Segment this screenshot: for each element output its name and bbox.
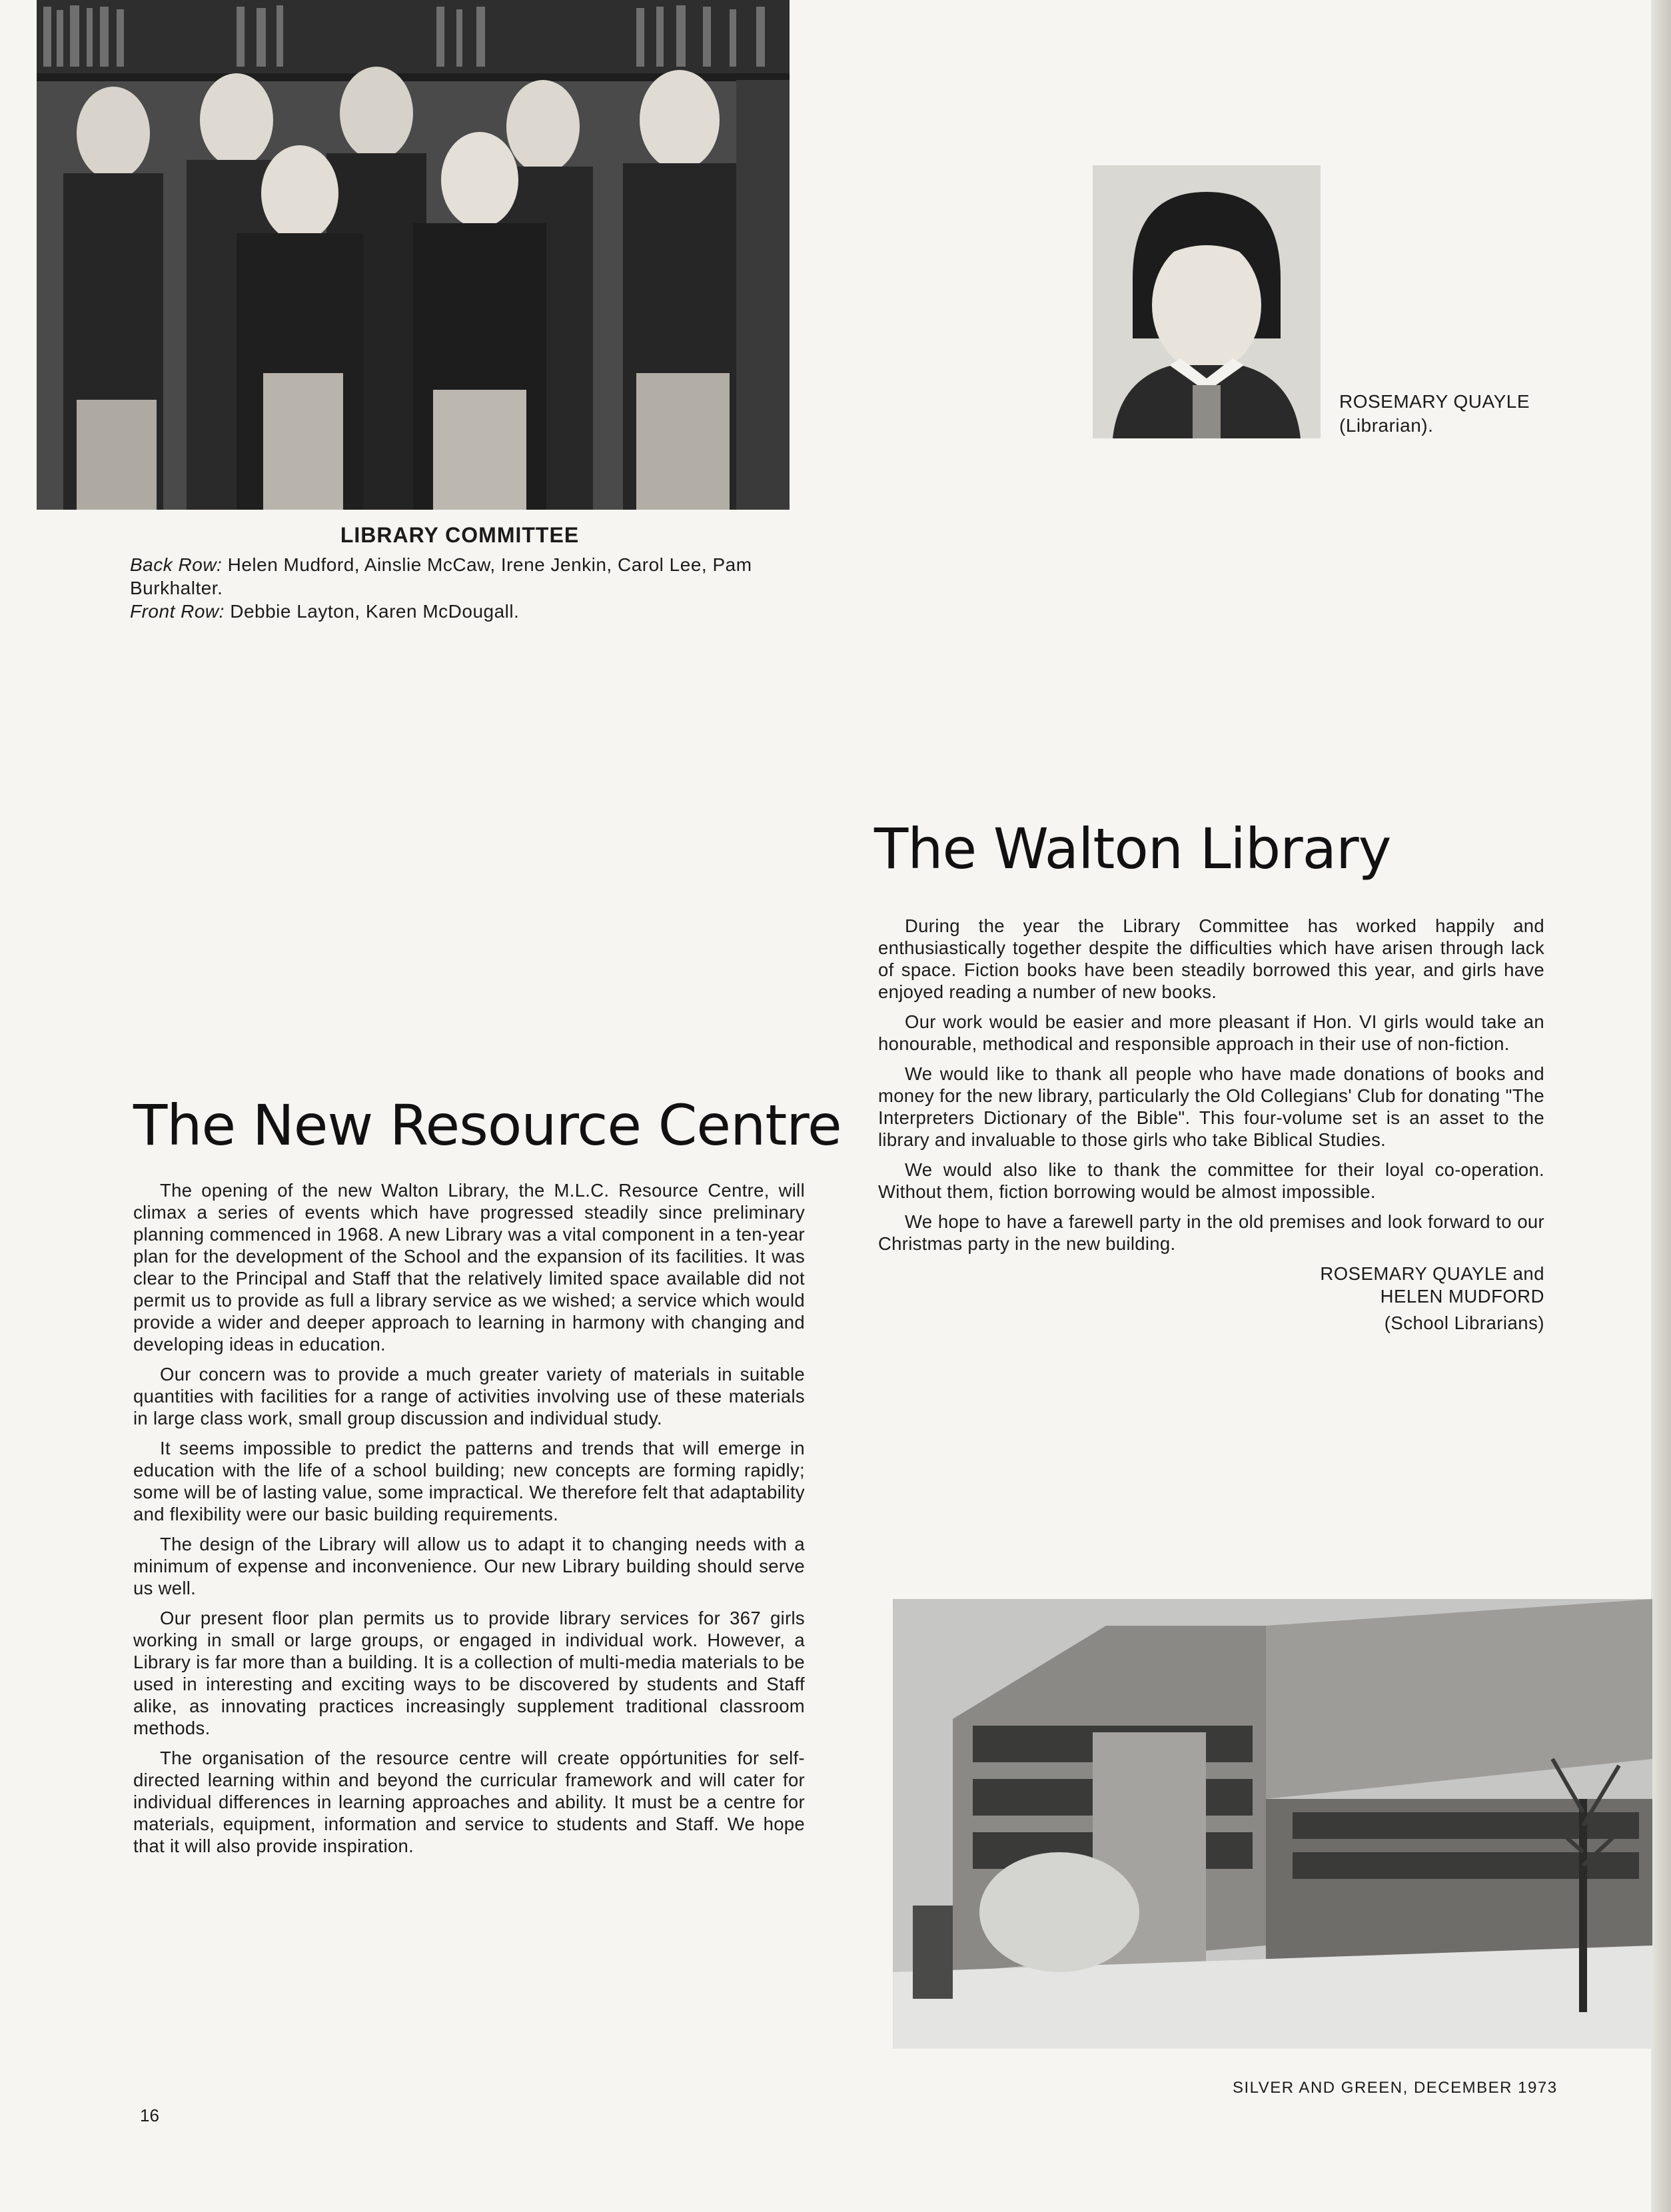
resource-paragraph: The organisation of the resource centre will create oppórtunities for self-directed learning within and beyond the curricular framework and will cater for individual differences in learning approaches and ability. It must be a centre for materials, equipment, information and service to students and Staff. We hope that it will also provide inspiration. (133, 1748, 805, 1856)
walton-paragraph: We would like to thank all people who have made donations of books and money for the new library, particularly the Old Collegians' Club for donating "The Interpreters Dictionary of the Bible". This four-volume set is an asset to the library and invaluable to those girls who take Biblical Studies. (878, 1063, 1544, 1150)
walton-paragraph: Our work would be easier and more pleasant if Hon. VI girls would take an honourable, methodical and responsible approach in their use of non-fiction. (878, 1011, 1544, 1054)
signature-line: ROSEMARY QUAYLE and (1320, 1263, 1544, 1284)
walton-library-body (878, 915, 1544, 1335)
binding-edge (1651, 0, 1671, 2212)
front-row-label: Front Row: (130, 601, 225, 622)
signature-line: HELEN MUDFORD (1380, 1286, 1544, 1307)
resource-paragraph: The design of the Library will allow us to adapt it to changing needs with a minimum of expense and inconvenience. Our new Library building should serve us well. (133, 1534, 805, 1598)
librarian-name: ROSEMARY QUAYLE (1339, 391, 1530, 412)
back-row-names: Helen Mudford, Ainslie McCaw, Irene Jenkin, Carol Lee, Pam Burkhalter. (130, 554, 752, 598)
signature-role: (School Librarians) (1384, 1313, 1544, 1333)
back-row-label: Back Row: (130, 554, 223, 575)
committee-caption-title: LIBRARY COMMITTEE (340, 523, 580, 547)
resource-centre-heading: The New Resource Centre (133, 1093, 841, 1158)
publication-footer: SILVER AND GREEN, DECEMBER 1973 (1233, 2079, 1558, 2097)
walton-paragraph: We would also like to thank the committee for their loyal co-operation. Without them, fiction borrowing would be almost impossible. (878, 1159, 1544, 1202)
walton-signature (878, 1263, 1544, 1335)
librarian-caption (1339, 390, 1559, 438)
resource-paragraph: The opening of the new Walton Library, the M.L.C. Resource Centre, will climax a series of events which have progressed steadily since preliminary planning commenced in 1968. A new Library was a vital component in a ten-year plan for the development of the School and the expansion of its facilities. It was clear to the Principal and Staff that the relatively limited space available did not permit us to provide as full a library service as we wished; a service which would provide a wider and deeper approach to learning in harmony with changing and developing ideas in education. (133, 1180, 805, 1355)
librarian-role: (Librarian). (1339, 415, 1434, 436)
page-number: 16 (140, 2105, 159, 2125)
walton-paragraph: During the year the Library Committee has worked happily and enthusiastically together despite the difficulties which have arisen through lack of space. Fiction books have been steadily borrowed this year, and girls have enjoyed reading a number of new books. (878, 915, 1544, 1002)
walton-library-heading: The Walton Library (874, 816, 1391, 881)
committee-caption-text (130, 553, 790, 623)
resource-centre-building-photo (893, 1599, 1652, 2049)
resource-paragraph: Our concern was to provide a much greater variety of materials in suitable quantities with facilities for a range of activities involving use of these materials in large class work, small group discussion and individual study. (133, 1364, 805, 1428)
front-row-names: Debbie Layton, Karen McDougall. (230, 601, 520, 622)
library-committee-photo (37, 0, 790, 510)
resource-paragraph: It seems impossible to predict the patterns and trends that will emerge in education with the life of a school building; new concepts are forming rapidly; some will be of lasting value, some impractical. We therefore felt that adaptability and flexibility were our basic building requirements. (133, 1438, 805, 1524)
librarian-portrait-photo (1093, 165, 1321, 438)
resource-centre-body (133, 1179, 805, 1865)
resource-paragraph: Our present floor plan permits us to provide library services for 367 girls working in small or large groups, or engaged in individual work. However, a Library is far more than a building. It is a collection of multi-media materials to be used in interesting and exciting ways to be discovered by students and Staff alike, as innovating practices increasingly supplement traditional classroom methods. (133, 1608, 805, 1738)
walton-paragraph: We hope to have a farewell party in the old premises and look forward to our Christmas party in the new building. (878, 1211, 1544, 1254)
